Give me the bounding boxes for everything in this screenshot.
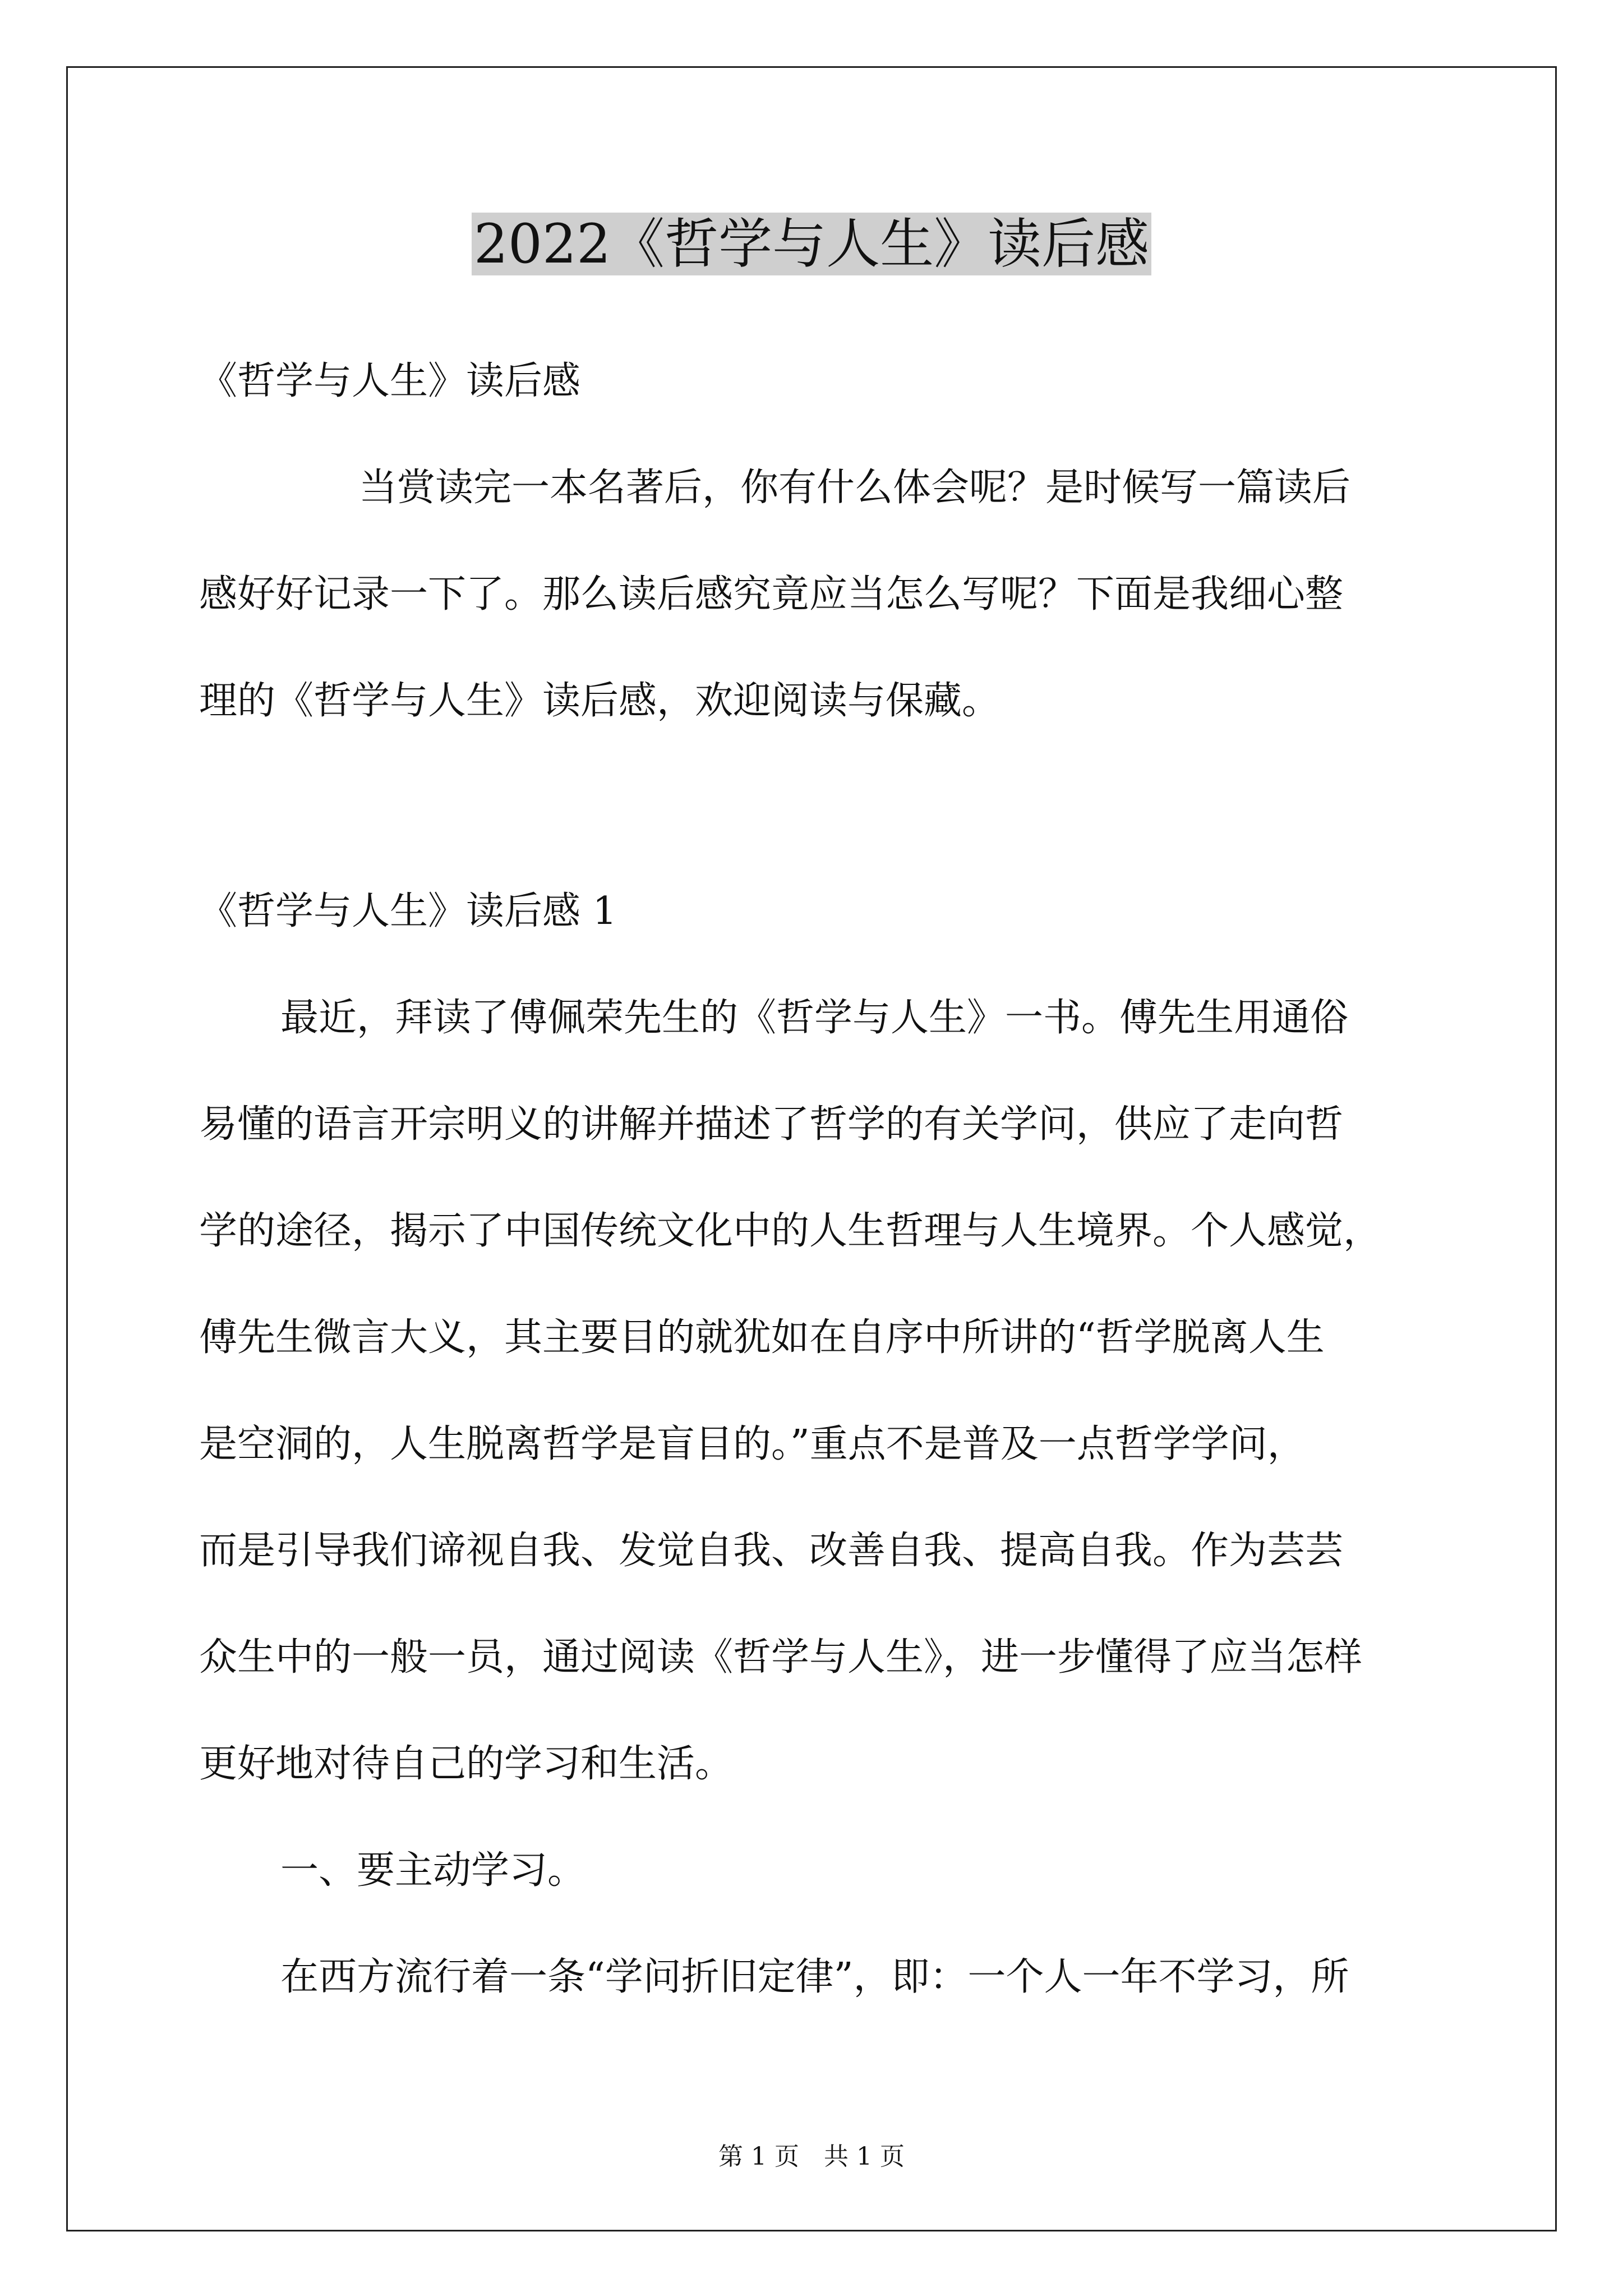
body-line-2: 易懂的语言开宗明义的讲解并描述了哲学的有关学问，供应了走向哲	[199, 1102, 1344, 1147]
point-one-heading: 一、要主动学习。	[280, 1848, 586, 1893]
body-line-5: 是空洞的，人生脱离哲学是盲目的。”重点不是普及一点哲学学问，	[199, 1422, 1306, 1466]
point-one-body: 在西方流行着一条“学问折旧定律”，即：一个人一年不学习，所	[280, 1955, 1349, 1999]
section-heading: 《哲学与人生》读后感 1	[199, 889, 617, 933]
intro-line-1: 当赏读完一本名著后，你有什么体会呢？是时候写一篇读后	[359, 466, 1351, 510]
intro-line-3: 理的《哲学与人生》读后感，欢迎阅读与保藏。	[199, 679, 1000, 723]
body-line-8: 更好地对待自己的学习和生活。	[199, 1742, 734, 1786]
body-line-1: 最近，拜读了傅佩荣先生的《哲学与人生》一书。傅先生用通俗	[280, 996, 1349, 1040]
body-line-7: 众生中的一般一员，通过阅读《哲学与人生》，进一步懂得了应当怎样	[199, 1635, 1363, 1680]
document-title	[0, 208, 1623, 280]
document-title-text: 2022《哲学与人生》读后感	[472, 213, 1151, 275]
body-line-3: 学的途径，揭示了中国传统文化中的人生哲理与人生境界。个人感觉，	[199, 1209, 1382, 1253]
page-footer: 第 1 页 共 1 页	[718, 2142, 905, 2171]
body-line-4: 傅先生微言大义，其主要目的就犹如在自序中所讲的“哲学脱离人生	[199, 1315, 1325, 1360]
subtitle: 《哲学与人生》读后感	[199, 359, 581, 403]
intro-line-2: 感好好记录一下了。那么读后感究竟应当怎么写呢？下面是我细心整	[199, 572, 1344, 616]
body-line-6: 而是引导我们谛视自我、发觉自我、改善自我、提高自我。作为芸芸	[199, 1529, 1344, 1573]
